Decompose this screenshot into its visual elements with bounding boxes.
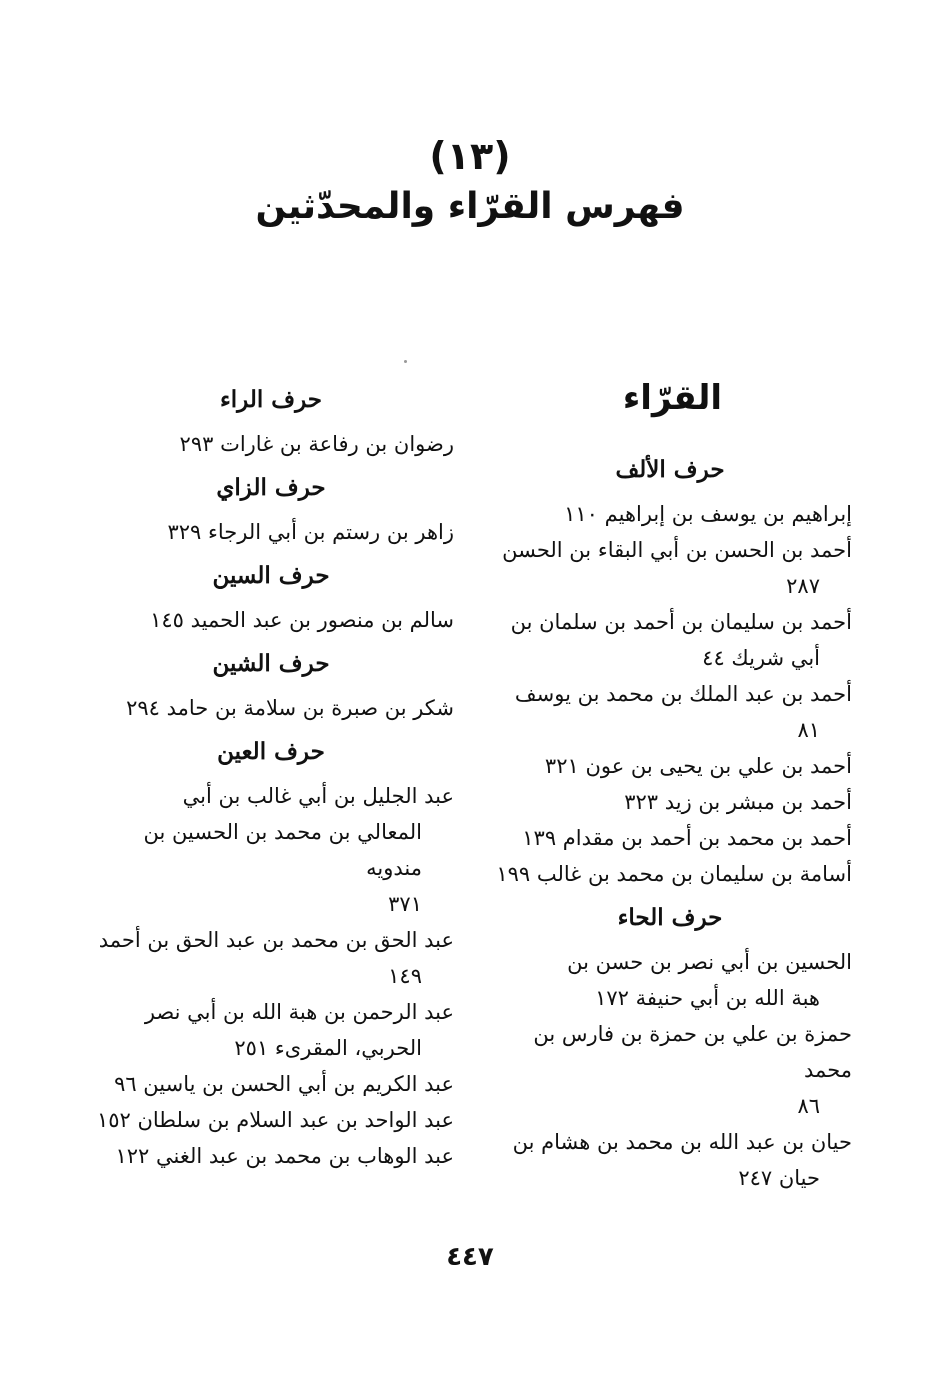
letter-header: حرف الألف	[615, 456, 725, 483]
entry-line: عبد الكريم بن أبي الحسن بن ياسين ٩٦	[114, 1072, 454, 1096]
letter-header: حرف السين	[212, 562, 330, 589]
index-entry	[488, 1124, 852, 1196]
index-title: فهرس القرّاء والمحدّثين	[255, 186, 685, 227]
entry-line: أحمد بن مبشر بن زيد ٣٢٣	[624, 790, 852, 814]
stray-dot	[404, 360, 407, 363]
letter-header: حرف الحاء	[617, 904, 723, 931]
entry-line: أحمد بن عبد الملك بن محمد بن يوسف	[514, 682, 852, 706]
entry-continuation: حيان ٢٤٧	[738, 1166, 820, 1190]
entry-continuation: الحربي، المقرىء ٢٥١	[234, 1036, 422, 1060]
entry-line: عبد الوهاب بن محمد بن عبد الغني ١٢٢	[115, 1144, 454, 1168]
index-entry	[88, 1102, 454, 1138]
page-number: ٤٤٧	[446, 1242, 494, 1272]
entry-line: أسامة بن سليمان بن محمد بن غالب ١٩٩	[496, 862, 852, 886]
index-entry	[88, 1138, 454, 1174]
index-entry	[488, 496, 852, 532]
index-entry	[88, 994, 454, 1066]
entry-line: زاهر بن رستم بن أبي الرجاء ٣٢٩	[167, 520, 454, 544]
entry-line: أحمد بن محمد بن أحمد بن مقدام ١٣٩	[522, 826, 852, 850]
entry-continuation: ٨٦	[797, 1094, 820, 1118]
index-entry	[488, 856, 852, 892]
letter-header: حرف الشين	[212, 650, 330, 677]
right-column	[488, 444, 852, 1196]
index-entry	[488, 1016, 852, 1124]
index-entry	[88, 602, 454, 638]
entry-line: إبراهيم بن يوسف بن إبراهيم ١١٠	[564, 502, 852, 526]
entry-line: حيان بن عبد الله بن محمد بن هشام بن	[512, 1130, 852, 1154]
index-entry	[488, 944, 852, 1016]
entry-continuation: المعالي بن محمد بن الحسين بن مندويه	[143, 820, 422, 880]
letter-header: حرف الراء	[219, 386, 323, 413]
index-entry	[88, 922, 454, 994]
index-entry	[488, 604, 852, 676]
entry-continuation: ١٤٩	[388, 964, 422, 988]
entry-line: الحسين بن أبي نصر بن حسن بن	[567, 950, 852, 974]
section-title: القرّاء	[622, 378, 722, 418]
left-column	[88, 374, 454, 1174]
entry-line: شكر بن صبرة بن سلامة بن حامد ٢٩٤	[126, 696, 454, 720]
entry-line: أحمد بن سليمان بن أحمد بن سلمان بن	[510, 610, 852, 634]
index-number: (١٣)	[429, 134, 511, 178]
entry-continuation: ٣٧١	[388, 892, 422, 916]
entry-continuation: أبي شريك ٤٤	[702, 646, 820, 670]
entry-continuation: ٨١	[797, 718, 820, 742]
index-entry	[488, 748, 852, 784]
index-entry	[88, 690, 454, 726]
index-entry	[88, 778, 454, 922]
index-entry	[488, 820, 852, 856]
entry-line: سالم بن منصور بن عبد الحميد ١٤٥	[150, 608, 454, 632]
entry-line: رضوان بن رفاعة بن غارات ٢٩٣	[179, 432, 454, 456]
index-entry	[88, 426, 454, 462]
entry-continuation: هبة الله بن أبي حنيفة ١٧٢	[595, 986, 820, 1010]
entry-line: عبد الحق بن محمد بن عبد الحق بن أحمد	[98, 928, 454, 952]
entry-line: أحمد بن علي بن يحيى بن عون ٣٢١	[544, 754, 852, 778]
entry-line: أحمد بن الحسن بن أبي البقاء بن الحسن	[502, 538, 852, 562]
index-entry	[488, 676, 852, 748]
entry-continuation: ٢٨٧	[786, 574, 820, 598]
index-entry	[488, 784, 852, 820]
index-entry	[88, 1066, 454, 1102]
entry-line: عبد الرحمن بن هبة الله بن أبي نصر	[144, 1000, 454, 1024]
entry-line: عبد الواحد بن عبد السلام بن سلطان ١٥٢	[96, 1108, 454, 1132]
letter-header: حرف الزاي	[216, 474, 326, 501]
entry-line: عبد الجليل بن أبي غالب بن أبي	[182, 784, 454, 808]
index-entry	[488, 532, 852, 604]
index-entry	[88, 514, 454, 550]
letter-header: حرف العين	[217, 738, 325, 765]
entry-line: حمزة بن علي بن حمزة بن فارس بن محمد	[533, 1022, 852, 1082]
